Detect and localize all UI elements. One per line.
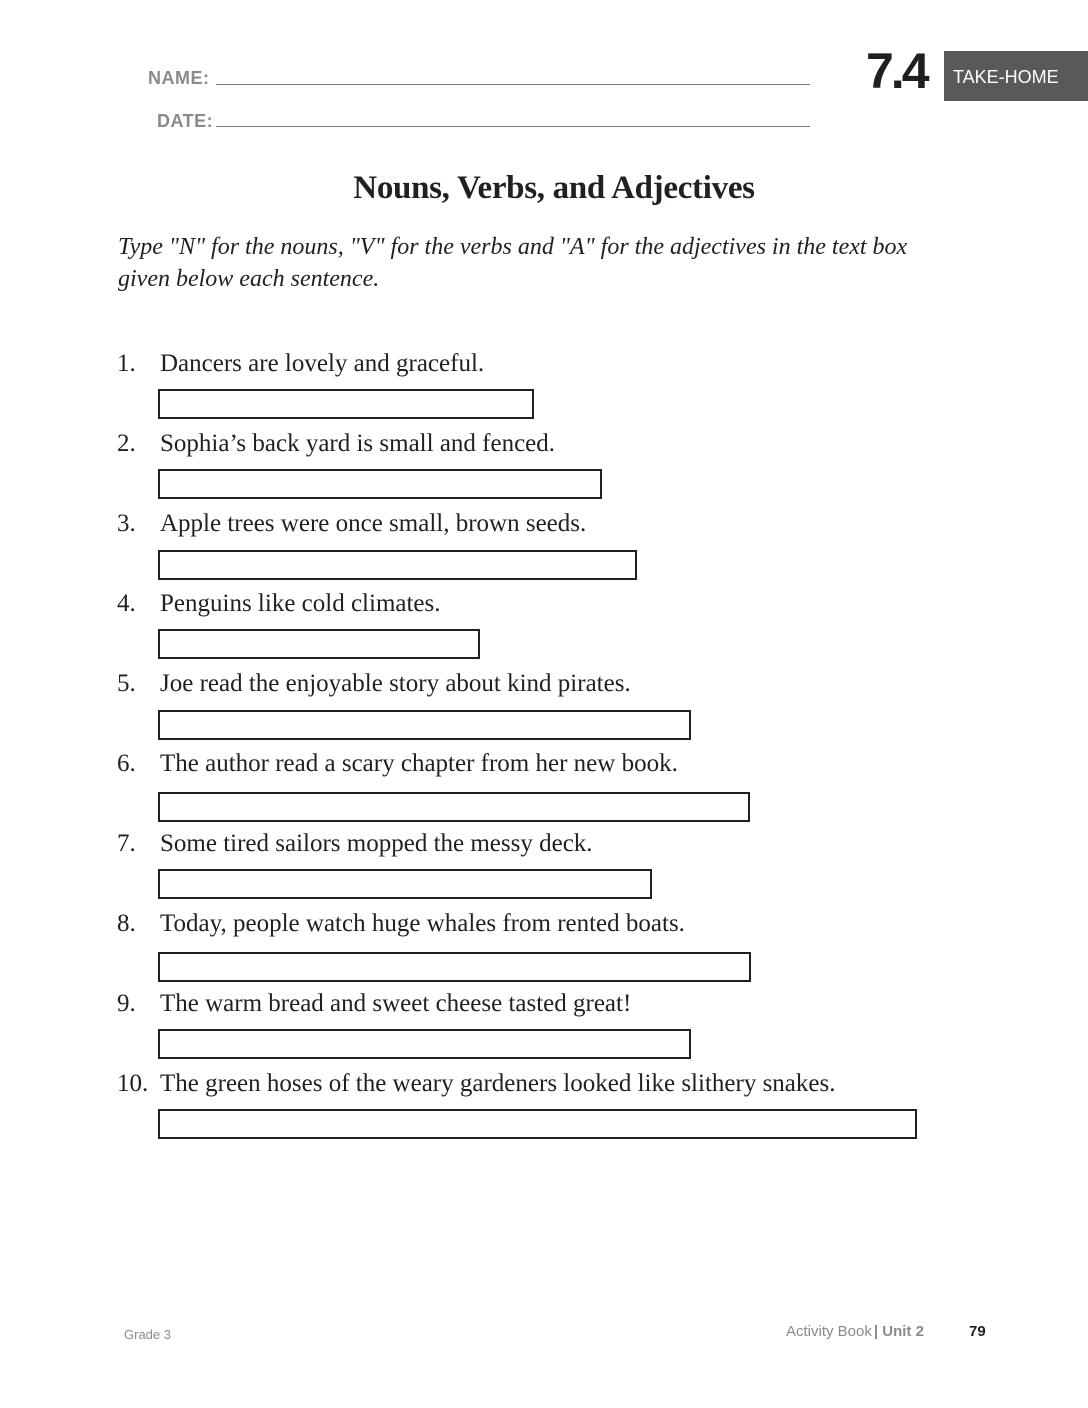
date-line[interactable]	[216, 126, 810, 127]
item-sentence: The warm bread and sweet cheese tasted great!	[160, 990, 632, 1017]
item-number: 10.	[117, 1070, 149, 1097]
item-number: 6.	[117, 750, 136, 777]
item-sentence: Penguins like cold climates.	[160, 590, 441, 617]
item-sentence: Dancers are lovely and graceful.	[160, 350, 485, 377]
item-sentence: Some tired sailors mopped the messy deck.	[160, 830, 593, 857]
footer-book-unit	[786, 1323, 924, 1340]
item-number: 2.	[117, 430, 136, 457]
item-number: 3.	[117, 510, 136, 537]
lesson-number: 7.4	[866, 43, 927, 99]
answer-box[interactable]	[158, 710, 691, 740]
instructions: Type "N" for the nouns, "V" for the verbs and "A" for the adjectives in the text box given below each sentence.	[118, 234, 908, 292]
answer-box[interactable]	[158, 1109, 917, 1139]
answer-box[interactable]	[158, 550, 637, 580]
name-line[interactable]	[216, 84, 810, 85]
item-sentence: Sophia’s back yard is small and fenced.	[160, 430, 556, 457]
footer-unit: | Unit 2	[873, 1323, 924, 1340]
item-sentence: Today, people watch huge whales from rented boats.	[160, 910, 685, 937]
item-number: 5.	[117, 670, 136, 697]
answer-box[interactable]	[158, 1029, 691, 1059]
item-number: 9.	[117, 990, 136, 1017]
item-sentence: Apple trees were once small, brown seeds.	[160, 510, 587, 537]
item-number: 7.	[117, 830, 136, 857]
footer-book: Activity Book	[786, 1323, 872, 1340]
page-title: Nouns, Verbs, and Adjectives	[353, 170, 755, 206]
item-number: 1.	[117, 350, 136, 377]
name-label: NAME:	[148, 68, 210, 88]
answer-box[interactable]	[158, 952, 751, 982]
answer-box[interactable]	[158, 629, 480, 659]
take-home-tag: TAKE-HOME	[944, 51, 1088, 101]
item-sentence: The author read a scary chapter from her new book.	[160, 750, 678, 777]
answer-box[interactable]	[158, 389, 534, 419]
date-label: DATE:	[157, 111, 214, 131]
footer-grade: Grade 3	[124, 1327, 171, 1342]
item-number: 4.	[117, 590, 136, 617]
item-sentence: Joe read the enjoyable story about kind pirates.	[160, 670, 631, 697]
page-number: 79	[969, 1323, 986, 1340]
answer-box[interactable]	[158, 869, 652, 899]
item-number: 8.	[117, 910, 136, 937]
item-sentence: The green hoses of the weary gardeners looked like slithery snakes.	[160, 1070, 836, 1097]
answer-box[interactable]	[158, 792, 750, 822]
answer-box[interactable]	[158, 469, 602, 499]
